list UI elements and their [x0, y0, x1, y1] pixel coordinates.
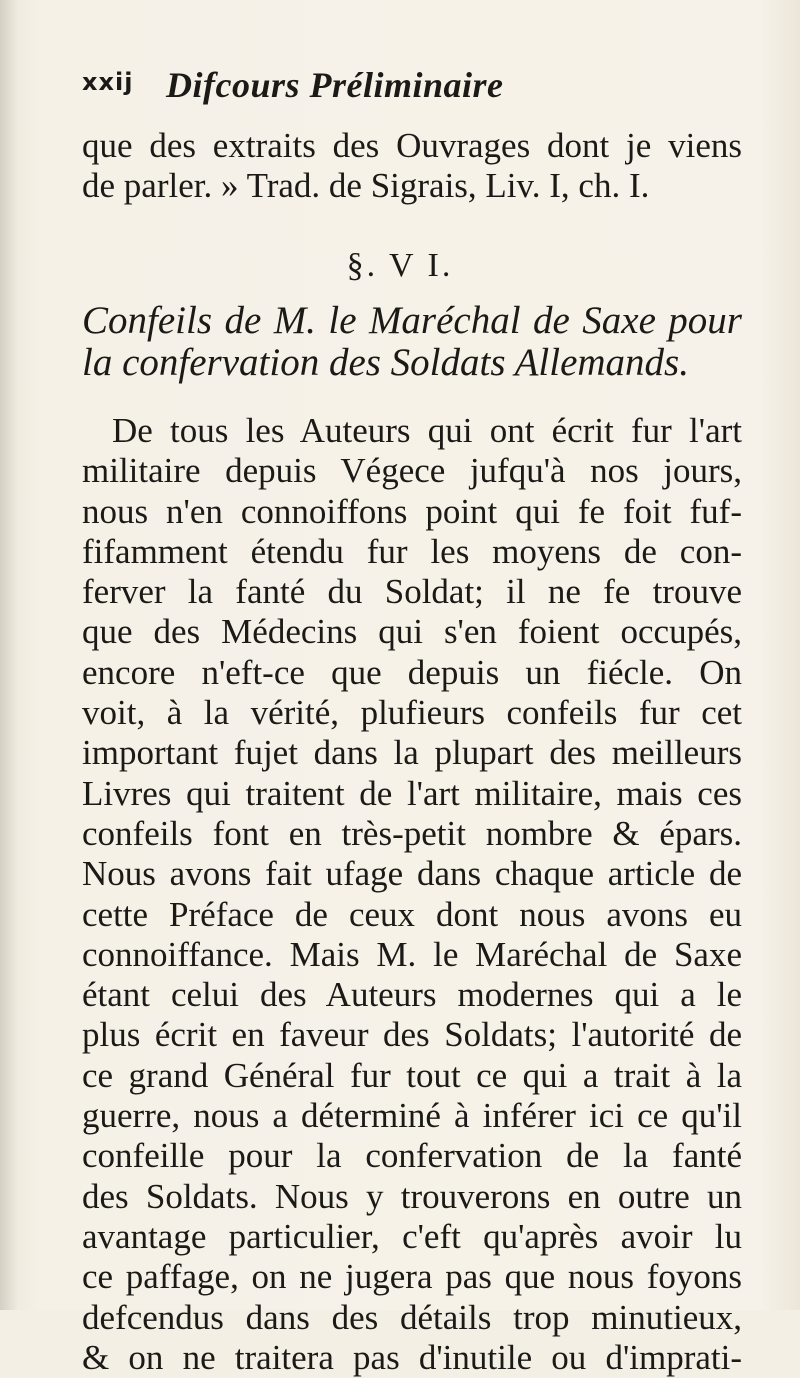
page-number: xxij: [82, 68, 134, 96]
text-line: important fujet dans la plupart des meilleurs: [82, 733, 742, 773]
text-line: voit, à la vérité, plufieurs confeils fur cet: [82, 693, 742, 733]
text-line: étant celui des Auteurs modernes qui a le: [82, 975, 742, 1015]
text-line: nous n'en connoiffons point qui fe foit fuf-: [82, 491, 742, 531]
text-line: guerre, nous a déterminé à inférer ici ce qu'il: [82, 1096, 742, 1136]
text-line: de parler. » Trad. de Sigrais, Liv. I, ch. I.: [82, 166, 650, 205]
text-line: confeils font en très-petit nombre & épars.: [82, 813, 742, 853]
text-line: fifamment étendu fur les moyens de con-: [82, 531, 742, 571]
section-title-line: Confeils de M. le Maréchal de Saxe pour: [82, 299, 742, 342]
running-title: Difcours Préliminaire: [166, 65, 504, 105]
section-title-line: la confervation des Soldats Allemands.: [82, 341, 689, 384]
page-header: [82, 64, 742, 114]
text-line: encore n'eft-ce que depuis un fiécle. On: [82, 652, 742, 692]
text-line: & on ne traitera pas d'inutile ou d'imprati-: [82, 1337, 742, 1377]
text-line: connoiffance. Mais M. le Maréchal de Saxe: [82, 934, 742, 974]
text-line: militaire depuis Végece jufqu'à nos jours,: [82, 451, 742, 491]
body-paragraph: [82, 411, 742, 1378]
text-line: que des extraits des Ouvrages dont je viens: [82, 126, 742, 165]
text-line: plus écrit en faveur des Soldats; l'autorité de: [82, 1015, 742, 1055]
gutter-shadow: [0, 0, 18, 1310]
text-line: que des Médecins qui s'en foient occupés,: [82, 612, 742, 652]
text-line: Livres qui traitent de l'art militaire, mais ces: [82, 773, 742, 813]
text-line: Nous avons fait ufage dans chaque article de: [82, 854, 742, 894]
text-line: des Soldats. Nous y trouverons en outre un: [82, 1176, 742, 1216]
text-line: defcendus dans des détails trop minutieux,: [82, 1297, 742, 1337]
text-line: De tous les Auteurs qui ont écrit fur l'art: [112, 411, 742, 450]
text-line: confeille pour la confervation de la fanté: [82, 1136, 742, 1176]
text-line: avantage particulier, c'eft qu'après avoir lu: [82, 1216, 742, 1256]
text-line: ce paffage, on ne jugera pas que nous foyons: [82, 1257, 742, 1297]
intro-paragraph: [82, 126, 742, 206]
text-line: ce grand Général fur tout ce qui a trait à la: [82, 1055, 742, 1095]
section-title: [82, 300, 742, 384]
section-heading: §. V I.: [346, 247, 454, 284]
text-line: ferver la fanté du Soldat; il ne fe trouve: [82, 572, 742, 612]
text-line: cette Préface de ceux dont nous avons eu: [82, 894, 742, 934]
